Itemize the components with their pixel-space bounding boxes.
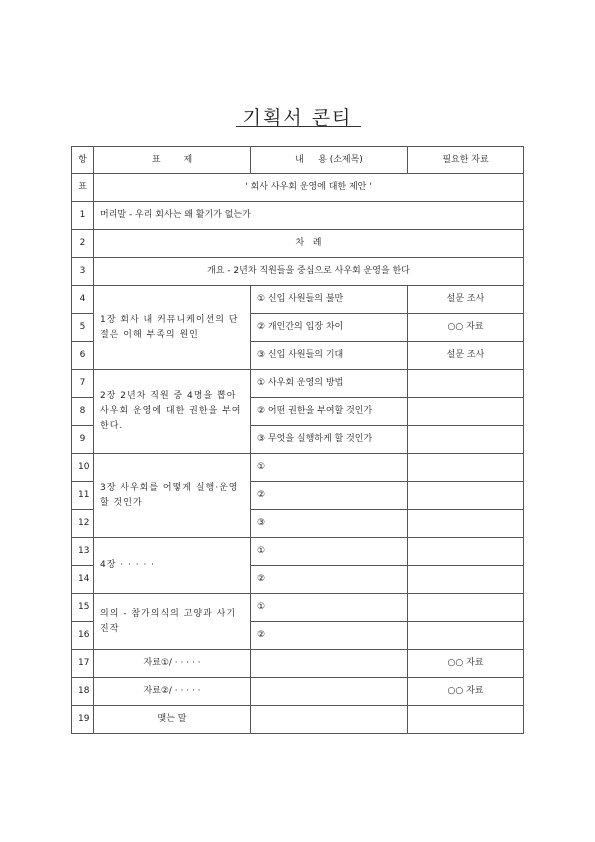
chapter1-content-2: ② 개인간의 입장 차이 xyxy=(251,314,408,342)
contents-cell: 차 례 xyxy=(94,230,524,258)
table-row xyxy=(72,370,524,398)
row-number: 13 xyxy=(72,538,94,566)
table-row xyxy=(72,650,524,678)
proposal-title-cell: ' 회사 사우회 운영에 대한 제안 ' xyxy=(94,174,524,202)
significance-material-2 xyxy=(408,622,524,650)
row-number: 15 xyxy=(72,594,94,622)
chapter3-material-1 xyxy=(408,454,524,482)
significance-content-2: ② xyxy=(251,622,408,650)
chapter2-title: 2장 2년차 직원 중 4명을 뽑아 사우회 운영에 대한 권한을 부여한다. xyxy=(94,370,251,454)
chapter1-title: 1장 회사 내 커뮤니케이션의 단절은 이해 부족의 원인 xyxy=(94,286,251,370)
row-number: 6 xyxy=(72,342,94,370)
row-number: 5 xyxy=(72,314,94,342)
row-number: 8 xyxy=(72,398,94,426)
table-row xyxy=(72,258,524,286)
header-materials: 필요한 자료 xyxy=(408,147,524,174)
row-number: 19 xyxy=(72,706,94,734)
chapter3-material-2 xyxy=(408,482,524,510)
row-number: 10 xyxy=(72,454,94,482)
appendix1-content xyxy=(251,650,408,678)
appendix1-material: ○○ 자료 xyxy=(408,650,524,678)
chapter4-content-2: ② xyxy=(251,566,408,594)
chapter2-content-3: ③ 무엇을 실행하게 할 것인가 xyxy=(251,426,408,454)
chapter4-material-2 xyxy=(408,566,524,594)
header-content: 내 용 (소제목) xyxy=(251,147,408,174)
chapter4-material-1 xyxy=(408,538,524,566)
significance-material-1 xyxy=(408,594,524,622)
chapter2-material-1 xyxy=(408,370,524,398)
chapter2-material-2 xyxy=(408,398,524,426)
header-item: 항 xyxy=(72,147,94,174)
row-number: 7 xyxy=(72,370,94,398)
document-title: 기획서 콘티 xyxy=(242,107,353,129)
row-number: 17 xyxy=(72,650,94,678)
appendix2-material: ○○ 자료 xyxy=(408,678,524,706)
chapter3-title: 3장 사우회를 어떻게 실행·운영할 것인가 xyxy=(94,454,251,538)
preface-cell: 머리말 - 우리 회사는 왜 활기가 없는가 xyxy=(94,202,524,230)
row-number: 표 xyxy=(72,174,94,202)
significance-title: 의의 - 참가의식의 고양과 사기 진작 xyxy=(94,594,251,650)
header-title: 표 제 xyxy=(94,147,251,174)
plan-table xyxy=(71,146,524,734)
row-number: 11 xyxy=(72,482,94,510)
row-number: 2 xyxy=(72,230,94,258)
appendix1-title: 자료①/ · · · · · xyxy=(94,650,251,678)
title-underline xyxy=(236,126,361,127)
row-number: 18 xyxy=(72,678,94,706)
chapter1-content-1: ① 신입 사원들의 불만 xyxy=(251,286,408,314)
row-number: 14 xyxy=(72,566,94,594)
row-number: 3 xyxy=(72,258,94,286)
table-row xyxy=(72,286,524,314)
row-number: 9 xyxy=(72,426,94,454)
chapter1-material-3: 설문 조사 xyxy=(408,342,524,370)
conclusion-material xyxy=(408,706,524,734)
conclusion-content xyxy=(251,706,408,734)
table-row xyxy=(72,174,524,202)
chapter2-material-3 xyxy=(408,426,524,454)
table-row xyxy=(72,202,524,230)
table-row xyxy=(72,454,524,482)
chapter3-content-3: ③ xyxy=(251,510,408,538)
row-number: 1 xyxy=(72,202,94,230)
appendix2-title: 자료②/ · · · · · xyxy=(94,678,251,706)
chapter4-title: 4장 · · · · · xyxy=(94,538,251,594)
table-row xyxy=(72,706,524,734)
table-row xyxy=(72,230,524,258)
row-number: 12 xyxy=(72,510,94,538)
chapter3-content-1: ① xyxy=(251,454,408,482)
significance-content-1: ① xyxy=(251,594,408,622)
conclusion-title: 맺는 말 xyxy=(94,706,251,734)
chapter3-content-2: ② xyxy=(251,482,408,510)
row-number: 16 xyxy=(72,622,94,650)
overview-cell: 개요 - 2년차 직원들을 중심으로 사우회 운영을 한다 xyxy=(94,258,524,286)
table-header-row xyxy=(72,147,524,174)
chapter1-material-1: 설문 조사 xyxy=(408,286,524,314)
chapter2-content-2: ② 어떤 권한을 부여할 것인가 xyxy=(251,398,408,426)
row-number: 4 xyxy=(72,286,94,314)
chapter4-content-1: ① xyxy=(251,538,408,566)
chapter1-material-2: ○○ 자료 xyxy=(408,314,524,342)
table-row xyxy=(72,678,524,706)
appendix2-content xyxy=(251,678,408,706)
chapter1-content-3: ③ 신입 사원들의 기대 xyxy=(251,342,408,370)
chapter3-material-3 xyxy=(408,510,524,538)
chapter2-content-1: ① 사우회 운영의 방법 xyxy=(251,370,408,398)
table-row xyxy=(72,594,524,622)
table-row xyxy=(72,538,524,566)
